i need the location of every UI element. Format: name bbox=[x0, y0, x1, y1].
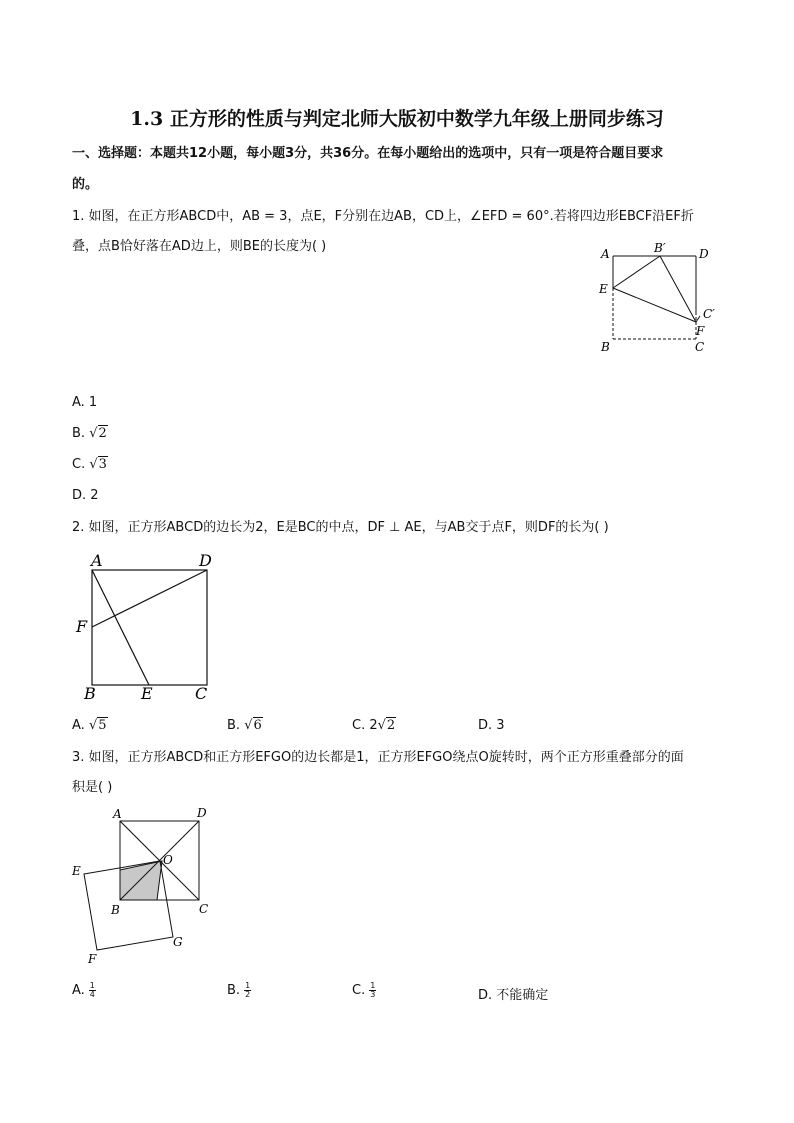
q1-option-c-radicand: 3 bbox=[98, 457, 107, 472]
q2-label-a: A bbox=[91, 551, 103, 570]
q1-option-c-sqrt: √3 bbox=[89, 457, 107, 472]
q3-text-line1: 3. 如图，正方形ABCD和正方形EFGO的边长都是1，正方形EFGO绕点O旋转时，两个正方形重叠部分的面 bbox=[72, 750, 684, 765]
q2-option-d: D. 3 bbox=[478, 718, 505, 733]
q3-option-d: D. 不能确定 bbox=[478, 988, 549, 1003]
q1-edge-b1c1 bbox=[660, 256, 696, 322]
q1-edge-c1 bbox=[696, 316, 700, 322]
q2-option-a-sqrt: √5 bbox=[88, 718, 107, 733]
q1-label-b1: B′ bbox=[654, 241, 666, 255]
q1-label-b: B bbox=[601, 340, 610, 354]
q2-option-c-radicand: 2 bbox=[386, 718, 396, 733]
q3-option-c bbox=[352, 982, 376, 999]
q1-label-c: C bbox=[695, 340, 705, 354]
q1-label-f: F bbox=[696, 324, 705, 338]
q3-option-b-prefix: B. bbox=[227, 983, 241, 998]
q1-label-c1: C′ bbox=[703, 307, 715, 321]
q2-option-a bbox=[72, 718, 108, 733]
q1-option-a: A. 1 bbox=[72, 395, 98, 410]
q3-option-c-num: 1 bbox=[370, 981, 376, 990]
section-header-cont: 的。 bbox=[72, 177, 99, 192]
q3-option-b-num: 1 bbox=[245, 981, 251, 990]
section-header: 一、选择题：本题共12小题，每小题3分，共36分。在每小题给出的选项中，只有一项是符合题目要求 bbox=[72, 146, 664, 161]
q2-label-f: F bbox=[76, 617, 88, 636]
q2-option-c bbox=[352, 718, 396, 733]
q1-edge-ef bbox=[613, 288, 696, 322]
q3-option-b bbox=[227, 982, 251, 999]
q1-option-b bbox=[72, 426, 108, 441]
q2-option-b-radicand: 6 bbox=[253, 718, 262, 733]
q3-text-line2: 积是( ) bbox=[72, 780, 113, 795]
q1-option-b-sqrt: √2 bbox=[89, 426, 107, 441]
q3-option-a bbox=[72, 982, 96, 999]
page-title: 1.3 正方形的性质与判定北师大版初中数学九年级上册同步练习 bbox=[130, 108, 664, 130]
q1-option-d: D. 2 bbox=[72, 488, 99, 503]
q3-label-b: B bbox=[111, 903, 120, 917]
q3-option-a-den: 4 bbox=[89, 990, 95, 999]
q2-option-b bbox=[227, 718, 263, 733]
q3-figure bbox=[66, 800, 226, 970]
q2-square bbox=[92, 570, 207, 685]
q2-segment-ae bbox=[92, 570, 149, 685]
q3-label-e: E bbox=[72, 864, 81, 878]
q1-edge-eb1 bbox=[613, 256, 660, 288]
q3-label-a: A bbox=[113, 807, 122, 821]
q2-label-d: D bbox=[199, 551, 212, 570]
q2-option-c-sqrt: √2 bbox=[377, 718, 396, 733]
q3-label-f: F bbox=[88, 952, 97, 966]
q2-figure bbox=[72, 550, 222, 705]
q1-text-line1: 1. 如图，在正方形ABCD中，AB = 3，点E，F分别在边AB，CD上，∠EFD = 60°.若将四边形EBCF沿EF折 bbox=[72, 209, 694, 224]
q2-segment-df bbox=[92, 570, 207, 627]
q2-label-b: B bbox=[84, 684, 96, 703]
q2-option-b-prefix: B. bbox=[227, 718, 241, 733]
q2-text-line1: 2. 如图，正方形ABCD的边长为2，E是BC的中点，DF ⊥ AE，与AB交于点F，则DF的长为( ) bbox=[72, 520, 609, 535]
q3-option-c-den: 3 bbox=[370, 990, 376, 999]
q2-option-c-prefix: C. 2 bbox=[352, 718, 378, 733]
q1-label-e: E bbox=[599, 282, 608, 296]
q3-option-a-fraction bbox=[89, 982, 96, 999]
q3-label-o: O bbox=[163, 853, 173, 867]
q1-figure bbox=[590, 238, 730, 358]
q3-option-b-den: 2 bbox=[245, 990, 251, 999]
q3-option-c-prefix: C. bbox=[352, 983, 366, 998]
q1-option-c bbox=[72, 457, 108, 472]
q1-option-c-prefix: C. bbox=[72, 457, 86, 472]
q1-option-b-prefix: B. bbox=[72, 426, 86, 441]
q1-option-b-radicand: 2 bbox=[98, 426, 107, 441]
q3-label-c: C bbox=[199, 902, 209, 916]
q3-option-c-fraction bbox=[369, 982, 376, 999]
q1-label-a: A bbox=[601, 247, 610, 261]
q3-option-a-prefix: A. bbox=[72, 983, 85, 998]
q2-label-c: C bbox=[195, 684, 208, 703]
q2-option-a-prefix: A. bbox=[72, 718, 85, 733]
q1-label-d: D bbox=[699, 247, 709, 261]
q3-option-b-fraction bbox=[244, 982, 251, 999]
q2-option-a-radicand: 5 bbox=[98, 718, 107, 733]
q1-text-line2: 叠，点B恰好落在AD边上，则BE的长度为( ) bbox=[72, 239, 327, 254]
q2-label-e: E bbox=[141, 684, 153, 703]
q3-label-d: D bbox=[197, 806, 207, 820]
q2-option-b-sqrt: √6 bbox=[244, 718, 262, 733]
q3-label-g: G bbox=[173, 935, 183, 949]
q3-option-a-num: 1 bbox=[89, 981, 95, 990]
